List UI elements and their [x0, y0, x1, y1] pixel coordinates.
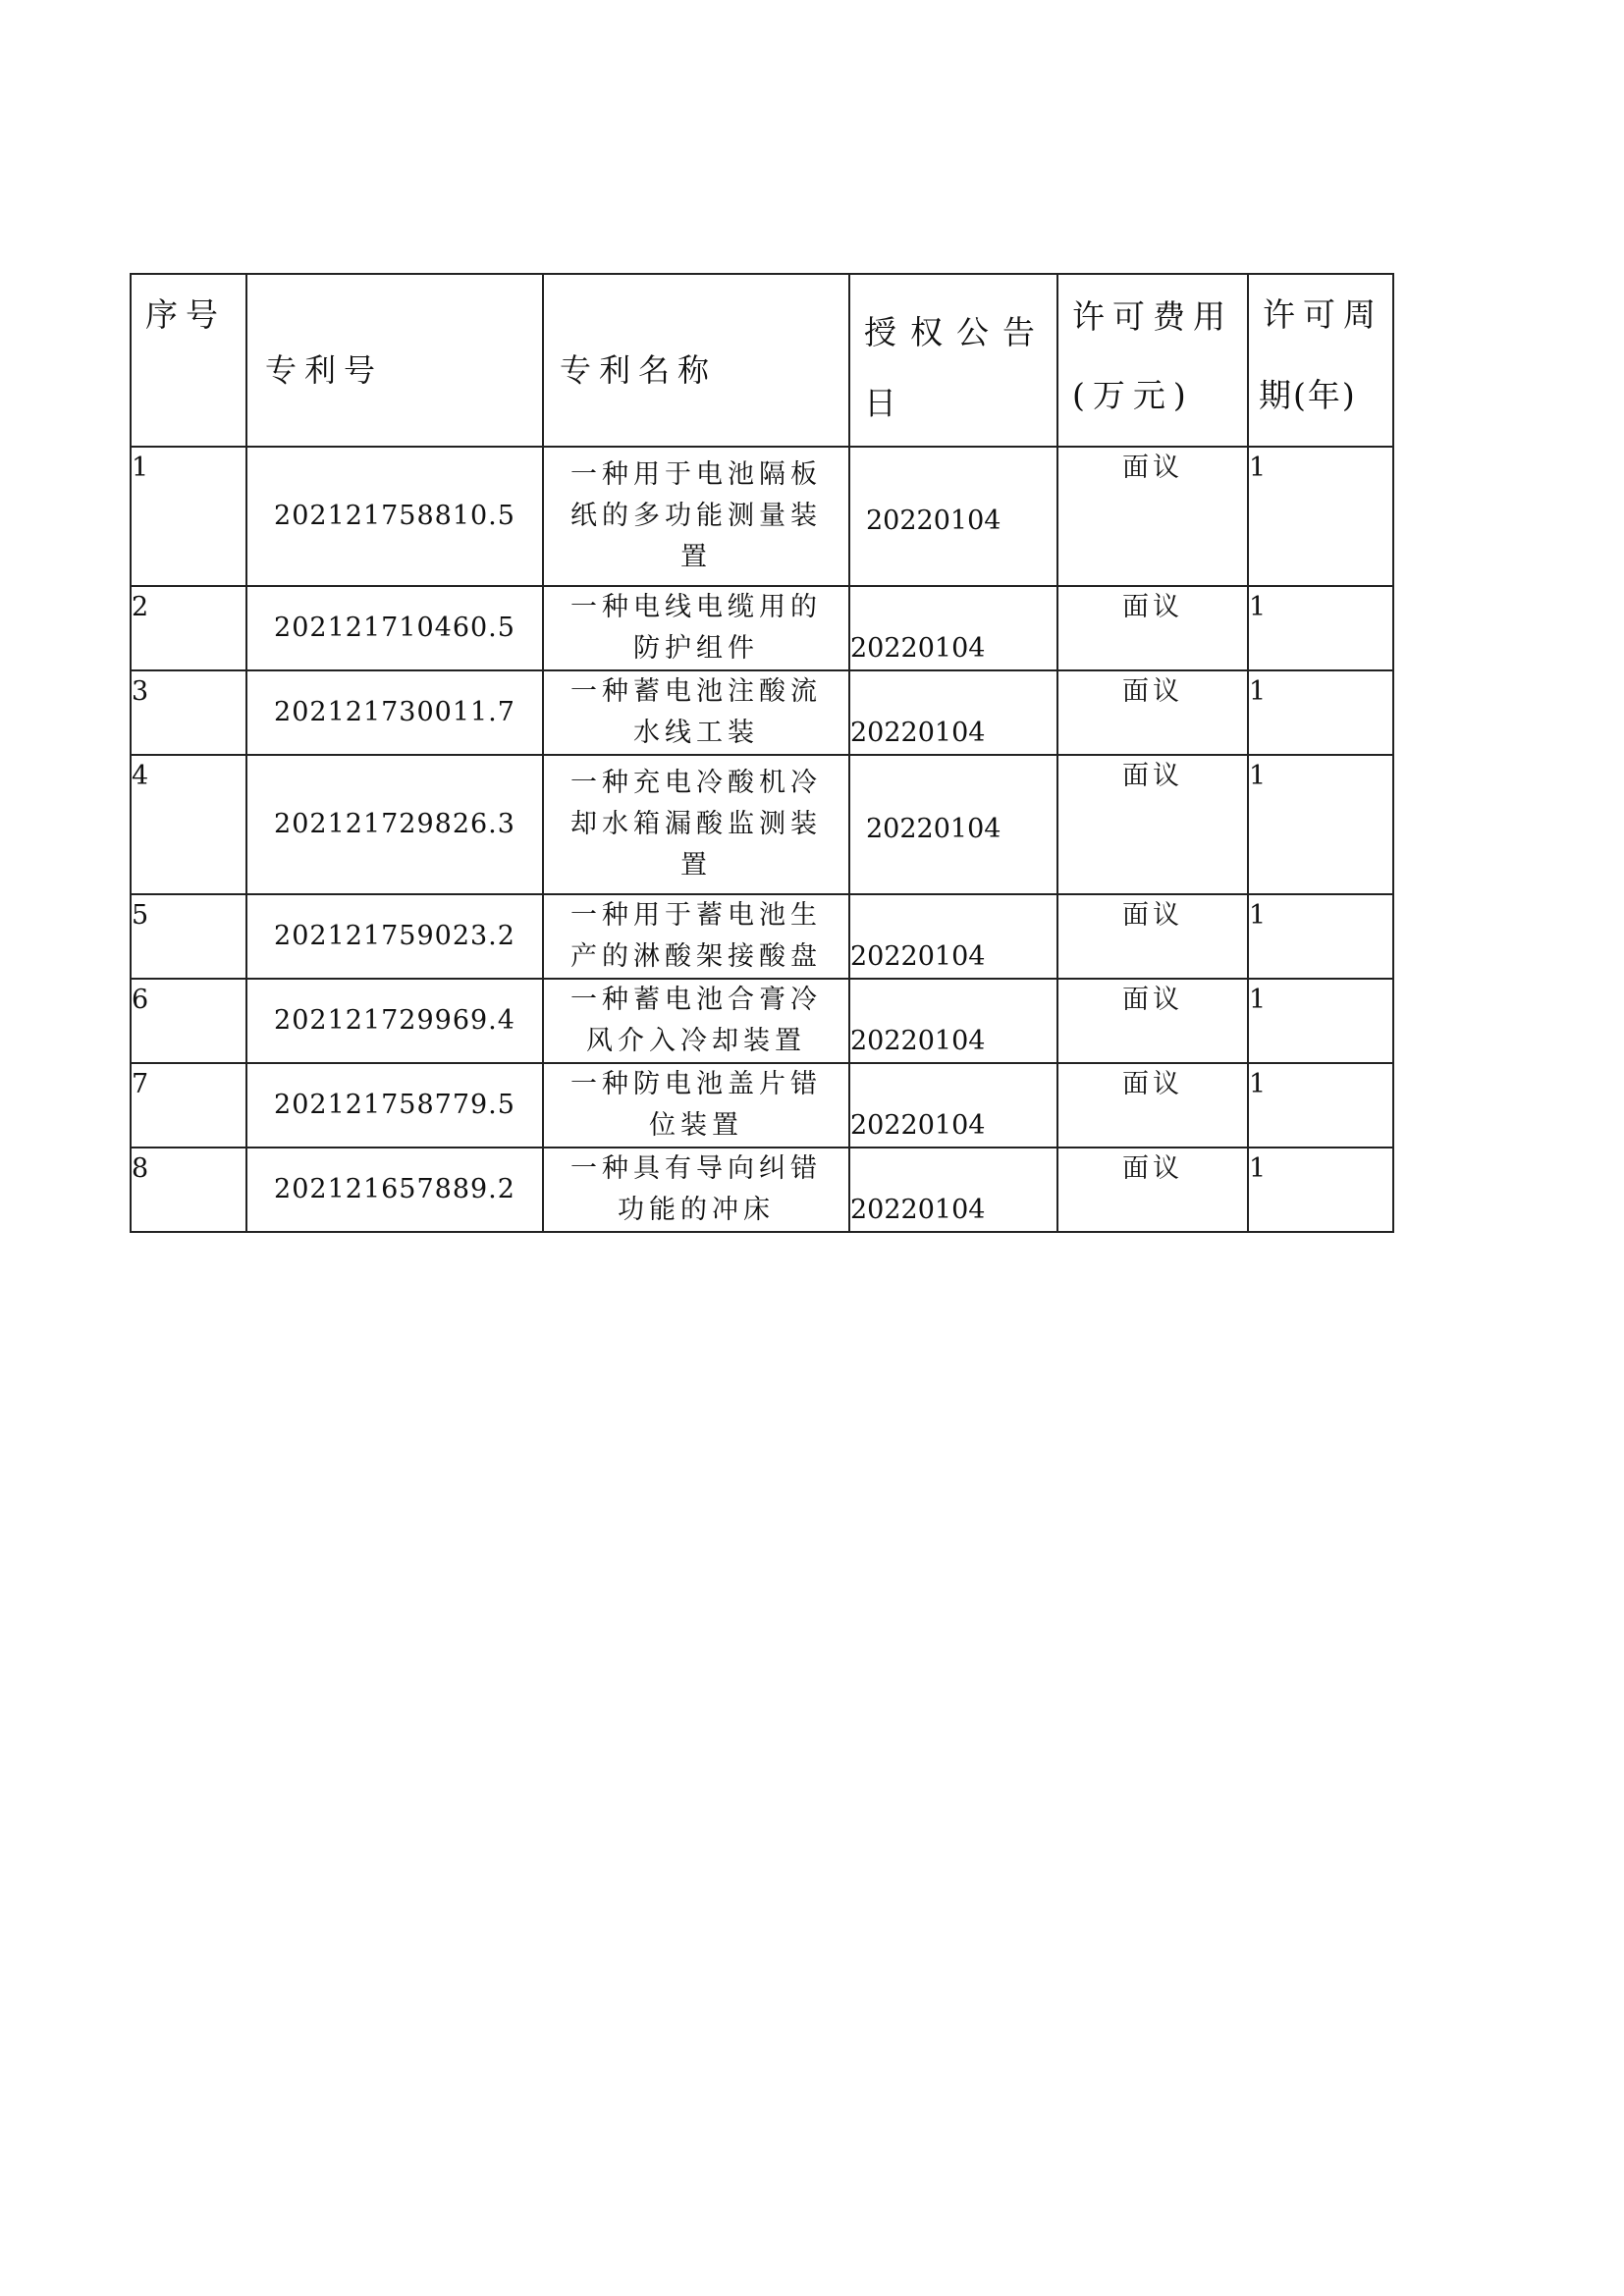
grant-date: 20220104 [849, 586, 1057, 670]
patent-name [543, 1148, 849, 1232]
table-row [131, 586, 1393, 670]
patent-name-line: 功能的冲床 [618, 1195, 775, 1225]
row-index: 1 [131, 447, 246, 586]
header-license-period-line2: 期(年) [1259, 376, 1357, 414]
table-row [131, 670, 1393, 755]
license-fee: 面议 [1057, 1063, 1248, 1148]
patent-name-line: 却水箱漏酸监测装 [570, 809, 822, 839]
table-row [131, 755, 1393, 894]
patent-number: 202121657889.2 [246, 1148, 543, 1232]
patent-number: 202121759023.2 [246, 894, 543, 979]
row-index: 7 [131, 1063, 246, 1148]
patent-name-line: 置 [680, 542, 712, 572]
header-patent-number-label: 专利号 [265, 351, 384, 389]
patent-name-line: 一种蓄电池注酸流 [570, 676, 822, 707]
license-period: 1 [1248, 979, 1393, 1063]
header-patent-name [543, 274, 849, 447]
row-index: 2 [131, 586, 246, 670]
patent-name-line: 位装置 [649, 1110, 743, 1141]
grant-date: 20220104 [849, 1063, 1057, 1148]
header-index [131, 274, 246, 447]
patent-name [543, 755, 849, 894]
header-license-period-line1: 许可周 [1263, 295, 1383, 334]
grant-date: 20220104 [849, 670, 1057, 755]
grant-date: 20220104 [849, 755, 1057, 894]
license-fee: 面议 [1057, 894, 1248, 979]
table-row [131, 447, 1393, 586]
patent-name-line: 置 [680, 850, 712, 881]
grant-date: 20220104 [849, 894, 1057, 979]
header-license-fee-line1: 许可费用 [1072, 297, 1233, 336]
patent-number: 202121710460.5 [246, 586, 543, 670]
patent-name-line: 一种蓄电池合膏冷 [570, 985, 822, 1015]
patent-number: 202121758779.5 [246, 1063, 543, 1148]
patent-license-table [130, 273, 1394, 1233]
license-period: 1 [1248, 586, 1393, 670]
patent-name-line: 一种电线电缆用的 [570, 592, 822, 622]
table-row [131, 1148, 1393, 1232]
patent-number: 202121729969.4 [246, 979, 543, 1063]
header-grant-date [849, 274, 1057, 447]
row-index: 5 [131, 894, 246, 979]
patent-name-line: 纸的多功能测量装 [570, 501, 822, 531]
patent-number: 202121758810.5 [246, 447, 543, 586]
patent-name-line: 防护组件 [633, 633, 759, 664]
license-period: 1 [1248, 1063, 1393, 1148]
patent-name-line: 一种防电池盖片错 [570, 1069, 822, 1099]
header-license-fee-line2: (万元) [1072, 376, 1194, 414]
grant-date: 20220104 [849, 979, 1057, 1063]
patent-name-line: 一种用于电池隔板 [570, 459, 822, 490]
header-grant-date-line1: 授权公告 [864, 313, 1049, 351]
patent-number: 202121730011.7 [246, 670, 543, 755]
header-row [131, 274, 1393, 447]
header-patent-number [246, 274, 543, 447]
license-period: 1 [1248, 894, 1393, 979]
license-fee: 面议 [1057, 670, 1248, 755]
grant-date: 20220104 [849, 1148, 1057, 1232]
license-fee: 面议 [1057, 979, 1248, 1063]
patent-name-line: 产的淋酸架接酸盘 [570, 941, 822, 972]
header-license-fee [1057, 274, 1248, 447]
grant-date: 20220104 [849, 447, 1057, 586]
table-row [131, 1063, 1393, 1148]
patent-name [543, 1063, 849, 1148]
license-period: 1 [1248, 447, 1393, 586]
license-fee: 面议 [1057, 755, 1248, 894]
patent-name-line: 风介入冷却装置 [586, 1026, 806, 1056]
patent-name [543, 586, 849, 670]
table-row [131, 979, 1393, 1063]
header-index-label: 序号 [145, 295, 226, 334]
row-index: 4 [131, 755, 246, 894]
row-index: 3 [131, 670, 246, 755]
license-period: 1 [1248, 670, 1393, 755]
license-fee: 面议 [1057, 586, 1248, 670]
patent-name-line: 一种充电冷酸机冷 [570, 768, 822, 798]
row-index: 8 [131, 1148, 246, 1232]
patent-number: 202121729826.3 [246, 755, 543, 894]
header-grant-date-line2: 日 [864, 384, 904, 422]
patent-name [543, 979, 849, 1063]
patent-name-line: 一种具有导向纠错 [570, 1153, 822, 1184]
patent-name-line: 一种用于蓄电池生 [570, 900, 822, 931]
license-fee: 面议 [1057, 447, 1248, 586]
patent-name-line: 水线工装 [633, 718, 759, 748]
table-row [131, 894, 1393, 979]
license-fee: 面议 [1057, 1148, 1248, 1232]
license-period: 1 [1248, 1148, 1393, 1232]
patent-name [543, 670, 849, 755]
patent-name [543, 447, 849, 586]
row-index: 6 [131, 979, 246, 1063]
header-patent-name-label: 专利名称 [560, 351, 718, 389]
license-period: 1 [1248, 755, 1393, 894]
header-license-period [1248, 274, 1393, 447]
patent-name [543, 894, 849, 979]
